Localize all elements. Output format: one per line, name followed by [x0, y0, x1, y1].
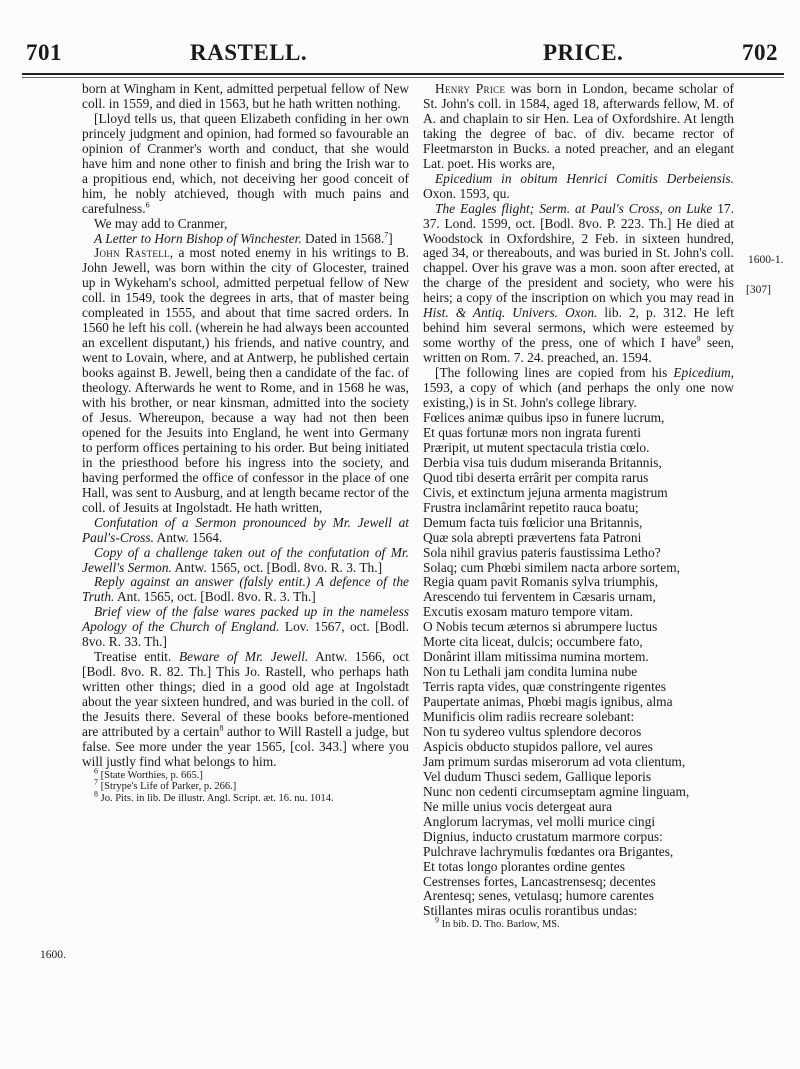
verse-line: Quæ sola abrepti prævertens fata Patroni [423, 529, 642, 545]
latin-verse [423, 411, 734, 919]
text-run: 1593, a copy of which (and perhaps the only one now existing,) is in St. John's college library. [423, 380, 734, 411]
verse-line: Et quas fortunæ mors non ingrata furenti [423, 424, 641, 440]
paragraph: born at Wingham in Kent, admitted perpetual fellow of New coll. in 1559, and died in 1563, but he hath written nothing. [82, 81, 409, 111]
paragraph [82, 546, 409, 576]
column-number-right: 702 [742, 40, 778, 65]
verse-line: Fœlices animæ quibus ipso in funere lucrum, [423, 409, 665, 425]
header-section: PRICE. [543, 40, 624, 65]
footnote-marker: 8 [94, 789, 98, 799]
work-title: Epicedium, [673, 365, 734, 381]
text-run: Oxon. 1593, qu. [423, 185, 510, 201]
footnote-marker: 6 [145, 200, 150, 210]
header-rule [22, 73, 784, 75]
text-run: author to Will Rastell a judge, but false. See more under the year 1565, [col. 343.] where you will justly find what belongs to him. [82, 723, 409, 769]
verse-line: Demum facta tuis fœlicior una Britannis, [423, 514, 643, 530]
work-title: Hist. & Antiq. Univers. Oxon. [423, 305, 598, 321]
verse-line: Non tu Lethali jam condita lumina nube [423, 664, 638, 680]
biography-name: Henry Price [435, 81, 506, 96]
paragraph [423, 82, 734, 172]
work-title: Copy of a challenge taken out of the confutation of Mr. Jewell's Sermon. [82, 544, 409, 575]
verse-line: O Nobis tecum æternos si abrumpere luctus [423, 619, 658, 635]
paragraph [82, 516, 409, 546]
footnote [82, 766, 409, 782]
text-run: a most noted enemy in his writings to B. John Jewell, was born within the city of Glocester, trained up in Wykeham's school, admitted perpetual fellow of New coll. in 1549, took the degrees in arts, that of master being compleated in 1555, and about that time sacred orders. In 1560 he left his coll. (wherein he had always been accounted an excellent disputant,) his friends, and native country, and went to Lovain, where, and at Antwerp, he published certain books against B. Jewell, being then a candidate of the fac. of theology. Afterwards he went to Rome, and in 1568 he was, with his brother, or near kinsman, admitted into the society of Jesus. Whereupon, because a way had not then been opened for the Jesuits into England, he went into Germany to perform offices pertaining to his order. But being initiated in the priesthood before his ingress into the society, and having performed the office of confessor in the place of one Hall, was sent to Ausburg, and at length became rector of the coll. of Jesuits at Ingolstadt. He hath written, [82, 245, 410, 515]
left-column [82, 82, 409, 804]
footnote-text: In bib. D. Tho. Barlow, MS. [439, 919, 560, 931]
paragraph [82, 575, 409, 605]
margin-note-reference: [307] [746, 284, 771, 296]
verse-line: Regia quam pavit Romanis sylva triumphis, [423, 574, 659, 590]
verse-line: Arentesq; senes, vetulasq; humore carentes [423, 888, 654, 904]
text-run: Treatise entit. [94, 649, 179, 665]
verse-line: Civis, et extinctum jejuna armenta magistrum [423, 484, 668, 500]
verse-line: Præripit, ut mutent spectacula tristia cœlo. [423, 439, 650, 455]
footnote [423, 915, 734, 931]
margin-note-year-left: 1600. [40, 949, 66, 961]
text-run: Ant. 1565, oct. [Bodl. 8vo. R. 3. Th.] [114, 589, 316, 605]
text-run: Dated in 1568. [301, 230, 385, 246]
verse-line: Terris rapta vides, quæ constringente rigentes [423, 679, 666, 695]
work-title: Confutation of a Sermon pronounced by Mr. Jewell at Paul's-Cross. [82, 514, 409, 545]
verse-line: Quod tibi deserta errârit per compita rarus [423, 469, 649, 485]
paragraph [82, 246, 409, 515]
margin-note-year-right: 1600-1. [748, 254, 784, 266]
verse-line: Paupertate animas, Phœbi magis ignibus, alma [423, 694, 673, 710]
footnote-text: Jo. Pits. in lib. De illustr. Angl. Script. æt. 16. nu. 1014. [98, 792, 334, 804]
verse-line: Excutis exosam maturo tempore vitam. [423, 604, 634, 620]
work-title: Beware of Mr. Jewell. [178, 649, 309, 665]
footnote-marker: 7 [384, 230, 389, 240]
verse-line: Sola nihil gravius pateris faustissima Letho? [423, 544, 661, 560]
verse-line: Derbia visa tuis dudum miseranda Britannis, [423, 454, 662, 470]
biography-name: John Rastell, [94, 245, 174, 261]
paragraph [423, 202, 734, 366]
text-run: ] [388, 230, 393, 246]
verse-line: Donârint illam mitissima numina mortem. [423, 649, 649, 665]
header-title: RASTELL. [190, 40, 308, 65]
text-run: Antw. 1565, oct. [Bodl. 8vo. R. 3. Th.] [171, 559, 383, 575]
verse-line: Cestrenses fortes, Lancastrensesq; decentes [423, 873, 656, 889]
text-run: Antw. 1564. [153, 529, 223, 545]
text-run: Lov. 1567, oct. [Bodl. 8vo. R. 33. Th.] [82, 619, 410, 650]
footnote-marker: 7 [94, 777, 98, 787]
verse-line: Arescendo tui ferventem in Cæsaris urnam, [423, 589, 656, 605]
work-title: Reply against an answer (falsly entit.) A defence of the Truth. [82, 574, 409, 605]
footnote-text: [Strype's Life of Parker, p. 266.] [98, 781, 237, 793]
header-rule-thin [22, 77, 784, 78]
work-title: A Letter to Horn Bishop of Winchester. [94, 230, 302, 246]
right-column [423, 82, 734, 931]
verse-line: Morte cita liceat, dulcis; occumbere fato, [423, 634, 643, 650]
text-run: lib. 2, p. 312. He left behind him several sermons, which were esteemed by some worthy of the press, one of which I have [423, 305, 735, 351]
verse-line: Frustra inclamârint repetito rauca boatu; [423, 499, 639, 515]
verse-line: Non tu sydereo vultus splendore decoros [423, 723, 642, 739]
verse-line: Solaq; cum Phœbi similem nacta arbore sortem, [423, 559, 680, 575]
verse-line: Munificis olim radiis recreare solebant: [423, 709, 635, 725]
column-number-left: 701 [26, 40, 62, 65]
text-run: was born in London, became scholar of St. John's coll. in 1584, aged 18, afterwards fellow, M. of A. and chaplain to sir Hen. Lea of Oxfordshire. At length taking the degree of bac. of div. became rector of Fleetmarston in Bucks. a noted preacher, and an elegant Lat. poet. His works are, [423, 81, 734, 171]
verse-line: Dignius, inducto crustatum marmore corpus: [423, 828, 663, 844]
verse-line: Pulchrave lachrymulis fœdantes ora Brigantes, [423, 843, 674, 859]
work-title: Brief view of the false wares packed up in the nameless Apology of the Church of England. [82, 604, 409, 635]
text-run: [The following lines are copied from his [435, 365, 674, 381]
paragraph [82, 650, 409, 770]
work-title: Epicedium in obitum Henrici Comitis Derbeiensis. [435, 170, 734, 186]
paragraph [82, 232, 409, 247]
verse-line: Aspicis obducto stupidos pallore, vel aures [423, 738, 653, 754]
footnote [82, 777, 409, 793]
work-title: The Eagles flight; Serm. at Paul's Cross, on Luke [435, 200, 713, 216]
footnote-text: [State Worthies, p. 665.] [98, 769, 203, 781]
verse-line: Anglorum lacrymas, vel molli murice cingi [423, 813, 656, 829]
paragraph [423, 172, 734, 202]
verse-line: Stillantes miras oculis rorantibus undas: [423, 903, 638, 919]
paragraph [423, 366, 734, 411]
footnote-marker: 6 [94, 766, 98, 776]
paragraph [82, 605, 409, 650]
paragraph [82, 112, 409, 217]
paragraph: We may add to Cranmer, [94, 215, 228, 231]
verse-line: Vel dudum Thusci sedem, Gallique leporis [423, 768, 652, 784]
verse-line: Jam primum surdas miserorum ad vota clientum, [423, 753, 686, 769]
verse-line: Ne mille unius vocis detergeat aura [423, 798, 613, 814]
verse-line: Et totas longo plorantes ordine gentes [423, 858, 625, 874]
text-run: [Lloyd tells us, that queen Elizabeth confiding in her own princely judgment and opinion, had formed so favourable an opinion of Cranmer's worth and conduct, that she would have him and none other to finish and bring the Irish war to a propitious end, which, not deceiving her good conceit of him, he nobly atchieved, though with much pains and carefulness. [82, 110, 409, 216]
text-run: seen, written on Rom. 7. 24. preached, an. 1594. [423, 335, 734, 366]
footnote-marker: 9 [435, 915, 439, 925]
text-run: 17. 37. Lond. 1599, oct. [Bodl. 8vo. P. 223. Th.] He died at Woodstock in Oxfordshire, 2 Feb. in sixteen hundred, aged 34, or thereabouts, and was buried in St. John's coll. chappel. Over his grave was a mon. soon after erected, at the charge of the president and society, who were his heirs; a copy of the inscription on which you may read in [423, 200, 734, 306]
text-run: Antw. 1566, oct [Bodl. 8vo. R. 82. Th.] This Jo. Rastell, who perhaps hath written other things; died in a good old age at Ingolstadt about the year sixteen hundred, and was buried in the coll. of the Jesuits there. Several of these books before-mentioned are attributed by a certain [82, 649, 409, 739]
footnote-marker: 8 [219, 723, 224, 733]
verse-line: Nunc non cedenti circumseptam agmine linguam, [423, 783, 690, 799]
footnote [82, 789, 409, 805]
footnote-marker: 9 [696, 334, 701, 344]
